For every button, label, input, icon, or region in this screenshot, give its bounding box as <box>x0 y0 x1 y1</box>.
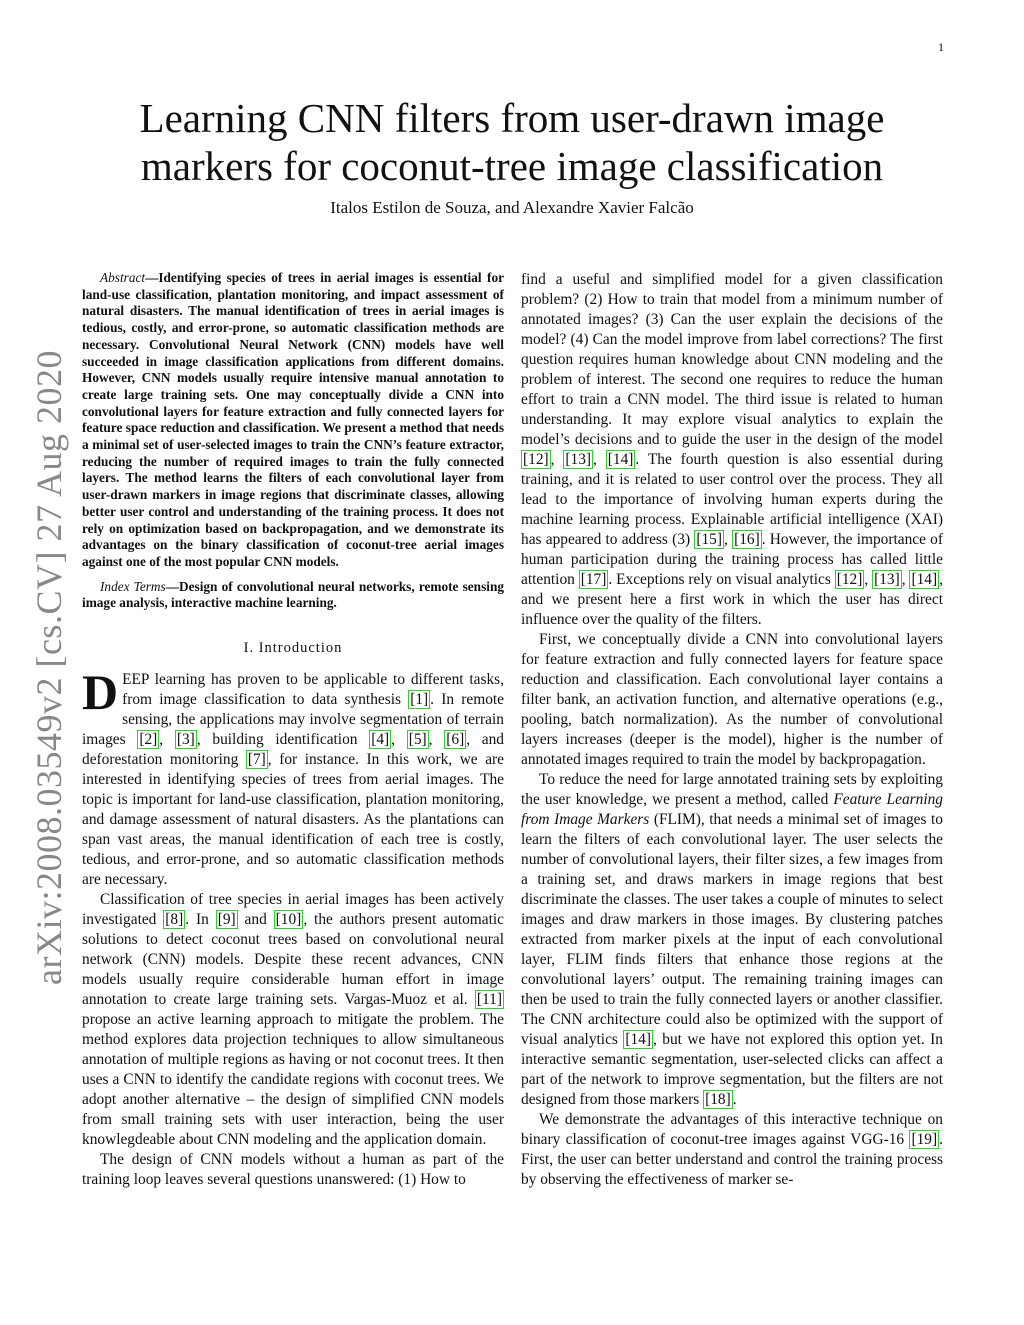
intro-paragraph-5: First, we conceptually divide a CNN into convolutional layers for feature extraction and fully connected layers for feature space reduction and classification. Each convolutional layer contains a filter bank, an activation function, and alternative operations (e.g., pooling, batch normalization). As the number of convolutional layers increases (deeper is the model), higher is the number of annotated images required to train the model by backpropagation. <box>521 631 943 768</box>
text-run: and <box>237 911 274 929</box>
citation-link[interactable]: [8] <box>165 911 184 929</box>
text-run: , the authors present automatic solutions to detect coconut trees based on convolutional neural network (CNN) models. Despite these recent advances, CNN models usually require considerable human effort in image annotation to create large training sets. Vargas-Muoz et al. <box>82 911 504 1009</box>
text-run: , <box>593 451 606 468</box>
text-run: . In <box>185 911 216 929</box>
citation-link[interactable]: [1] <box>410 691 429 709</box>
citation-link[interactable]: [5] <box>408 731 427 749</box>
text-run: , <box>723 531 733 548</box>
text-run: , <box>864 571 873 588</box>
title-line: markers for coconut-tree image classification <box>140 143 884 189</box>
text-run: , and we present here a first work in which the user has direct influence over the quality of the filters. <box>521 571 943 628</box>
index-terms-body: —Design of convolutional neural networks, remote sensing image analysis, interactive machine learning. <box>82 578 504 611</box>
citation-link[interactable]: [14] <box>625 1031 651 1048</box>
citation-link[interactable]: [9] <box>217 911 236 929</box>
citation-link[interactable]: [17] <box>580 571 607 588</box>
intro-paragraph-1 <box>82 664 504 890</box>
text-run: , building identification <box>196 731 370 749</box>
text-run: . The fourth question is also essential during training, and it is related to user control over the process. They all lead to the importance of involving human experts during the machine learning process. Explainable artificial intelligence (XAI) has appeared to address (3) <box>521 451 943 548</box>
intro-paragraph-7 <box>521 1110 943 1190</box>
text-run: propose an active learning approach to mitigate the problem. The method explores data projection techniques to allow simultaneous annotation of multiple regions as having or not coconut trees. It then uses a CNN to identify the candidate regions with coconut trees. We adopt another alternative – the design of simplified CNN models from small training sets with user interaction, being the user knowlegdeable about CNN modeling and the application domain. <box>82 1011 504 1149</box>
text-run: . <box>732 1091 737 1108</box>
citation-link[interactable]: [6] <box>446 731 465 749</box>
citation-link[interactable]: [4] <box>371 731 390 749</box>
text-run: . In remote sensing, the applications may involve segmentation of terrain images <box>82 691 504 749</box>
citation-link[interactable]: [16] <box>734 531 760 548</box>
text-run: To reduce the need for large annotated training sets by exploiting the user knowledge, we present a method, called <box>521 771 943 808</box>
citation-link[interactable]: [14] <box>911 571 938 588</box>
text-run: , <box>550 451 564 468</box>
method-name: Feature Learning from Image Markers <box>521 791 943 828</box>
text-run: , <box>901 571 910 588</box>
abstract <box>82 270 504 571</box>
right-column <box>521 270 943 1190</box>
citation-link[interactable]: [3] <box>176 731 195 749</box>
text-run: , for instance. In this work, we are interested in identifying species of trees from aerial images. The topic is important for land-use classification, plantation monitoring, and damage assessment of natural disasters. As the plantations can span vast areas, the manual identification of each tree is costly, tedious, and error-prone, and so automatic classification methods are necessary. <box>82 751 504 889</box>
text-run: . However, the importance of human participation during the training process has called little attention <box>521 531 943 588</box>
text-run: We demonstrate the advantages of this interactive technique on binary classification of coconut-tree images against VGG-16 <box>521 1111 943 1148</box>
left-column <box>82 270 504 1190</box>
citation-link[interactable]: [2] <box>139 731 158 749</box>
text-run: , <box>159 731 175 749</box>
paper-title <box>90 94 934 190</box>
abstract-body: —Identifying species of trees in aerial images is essential for land-use classification, plantation monitoring, and impact assessment of natural disasters. The manual identification of trees in aerial images is tedious, costly, and error-prone, so automatic classification methods are necessary. Convolutional Neural Network (CNN) models have well succeeded in image classification applications from different domains. However, CNN models usually require intensive manual annotation to create large training sets. One may conceptually divide a CNN into convolutional layers for feature extraction and fully connected layers for feature space reduction and classification. We present a method that needs a minimal set of user-selected images to train the CNN’s feature extractor, reducing the number of required images to train the fully connected layers. The method learns the filters of each convolutional layer from user-drawn markers in image regions that discriminate classes, allowing better user control and understanding of the training process. It does not rely on optimization based on backpropagation, and we demonstrate its advantages on the binary classification of coconut-tree aerial images against one of the most popular CNN models. <box>82 270 504 569</box>
intro-paragraph-2 <box>82 890 504 1150</box>
citation-link[interactable]: [13] <box>874 571 900 588</box>
arxiv-identifier: arXiv:2008.03549v2 [cs.CV] 27 Aug 2020 <box>29 350 69 985</box>
intro-paragraph-6 <box>521 770 943 1110</box>
citation-link[interactable]: [15] <box>696 531 722 548</box>
text-run: Classification of tree species in aerial images has been actively investigated <box>82 891 504 929</box>
citation-link[interactable]: [12] <box>523 451 549 468</box>
index-terms-lead: Index Terms <box>100 578 166 594</box>
title-line: Learning CNN filters from user-drawn image <box>139 95 885 141</box>
text-run: . Exceptions rely on visual analytics <box>608 571 835 588</box>
text-run: EEP learning has proven to be applicable to different tasks, from image classification to data synthesis <box>122 671 504 709</box>
citation-link[interactable]: [7] <box>247 751 266 769</box>
text-run: . First, the user can better understand and control the training process by observing the effectiveness of marker se- <box>521 1131 943 1188</box>
citation-link[interactable]: [13] <box>565 451 592 468</box>
citation-link[interactable]: [12] <box>836 571 863 588</box>
text-run: (FLIM), that needs a minimal set of images to learn the filters of each convolutional layer. The user selects the number of convolutional layers, their filter sizes, a few images from a training set, and draws markers in image regions that best discriminate the classes. The user takes a couple of minutes to select images and draw markers in those images. By clustering patches extracted from marker pixels at the input of each convolutional layer, FLIM finds filters that enhance those regions at the convolutional layers’ output. The remaining training images can then be used to train the fully connected layers or another classifier. The CNN architecture could also be optimized with the support of visual analytics <box>521 811 944 1048</box>
text-run: , <box>391 731 407 749</box>
citation-link[interactable]: [19] <box>911 1131 938 1148</box>
drop-cap: D <box>82 664 119 721</box>
text-run: find a useful and simplified model for a given classification problem? (2) How to train that model from a minimum number of annotated images? (3) Can the user explain the decisions of the model? (4) Can the model improve from label corrections? The first question requires human knowledge about CNN modeling and the problem of interest. The second one requires to reduce the human effort to train a CNN model. The third issue is related to human understanding. It may explore visual analytics to explain the model’s decisions and to guide the user in the design of the model <box>521 271 943 448</box>
section-heading: I. Introduction <box>243 640 343 657</box>
text-run: , <box>428 731 445 749</box>
index-terms <box>82 579 504 612</box>
intro-paragraph-4 <box>521 270 943 630</box>
citation-link[interactable]: [10] <box>275 911 302 929</box>
intro-paragraph-3: The design of CNN models without a human as part of the training loop leaves several questions unanswered: (1) How to <box>82 1151 504 1189</box>
text-run: , and deforestation monitoring <box>82 731 504 769</box>
citation-link[interactable]: [18] <box>705 1091 731 1108</box>
citation-link[interactable]: [14] <box>607 451 634 468</box>
page-number: 1 <box>938 40 944 54</box>
text-run: , but we have not explored this option yet. In interactive semantic segmentation, user-selected clicks can affect a part of the network to improve segmentation, but the filters are not designed from those markers <box>521 1031 943 1108</box>
abstract-lead: Abstract <box>100 270 146 285</box>
author-list: Italos Estilon de Souza, and Alexandre Xavier Falcão <box>330 198 694 217</box>
citation-link[interactable]: [11] <box>476 991 502 1009</box>
